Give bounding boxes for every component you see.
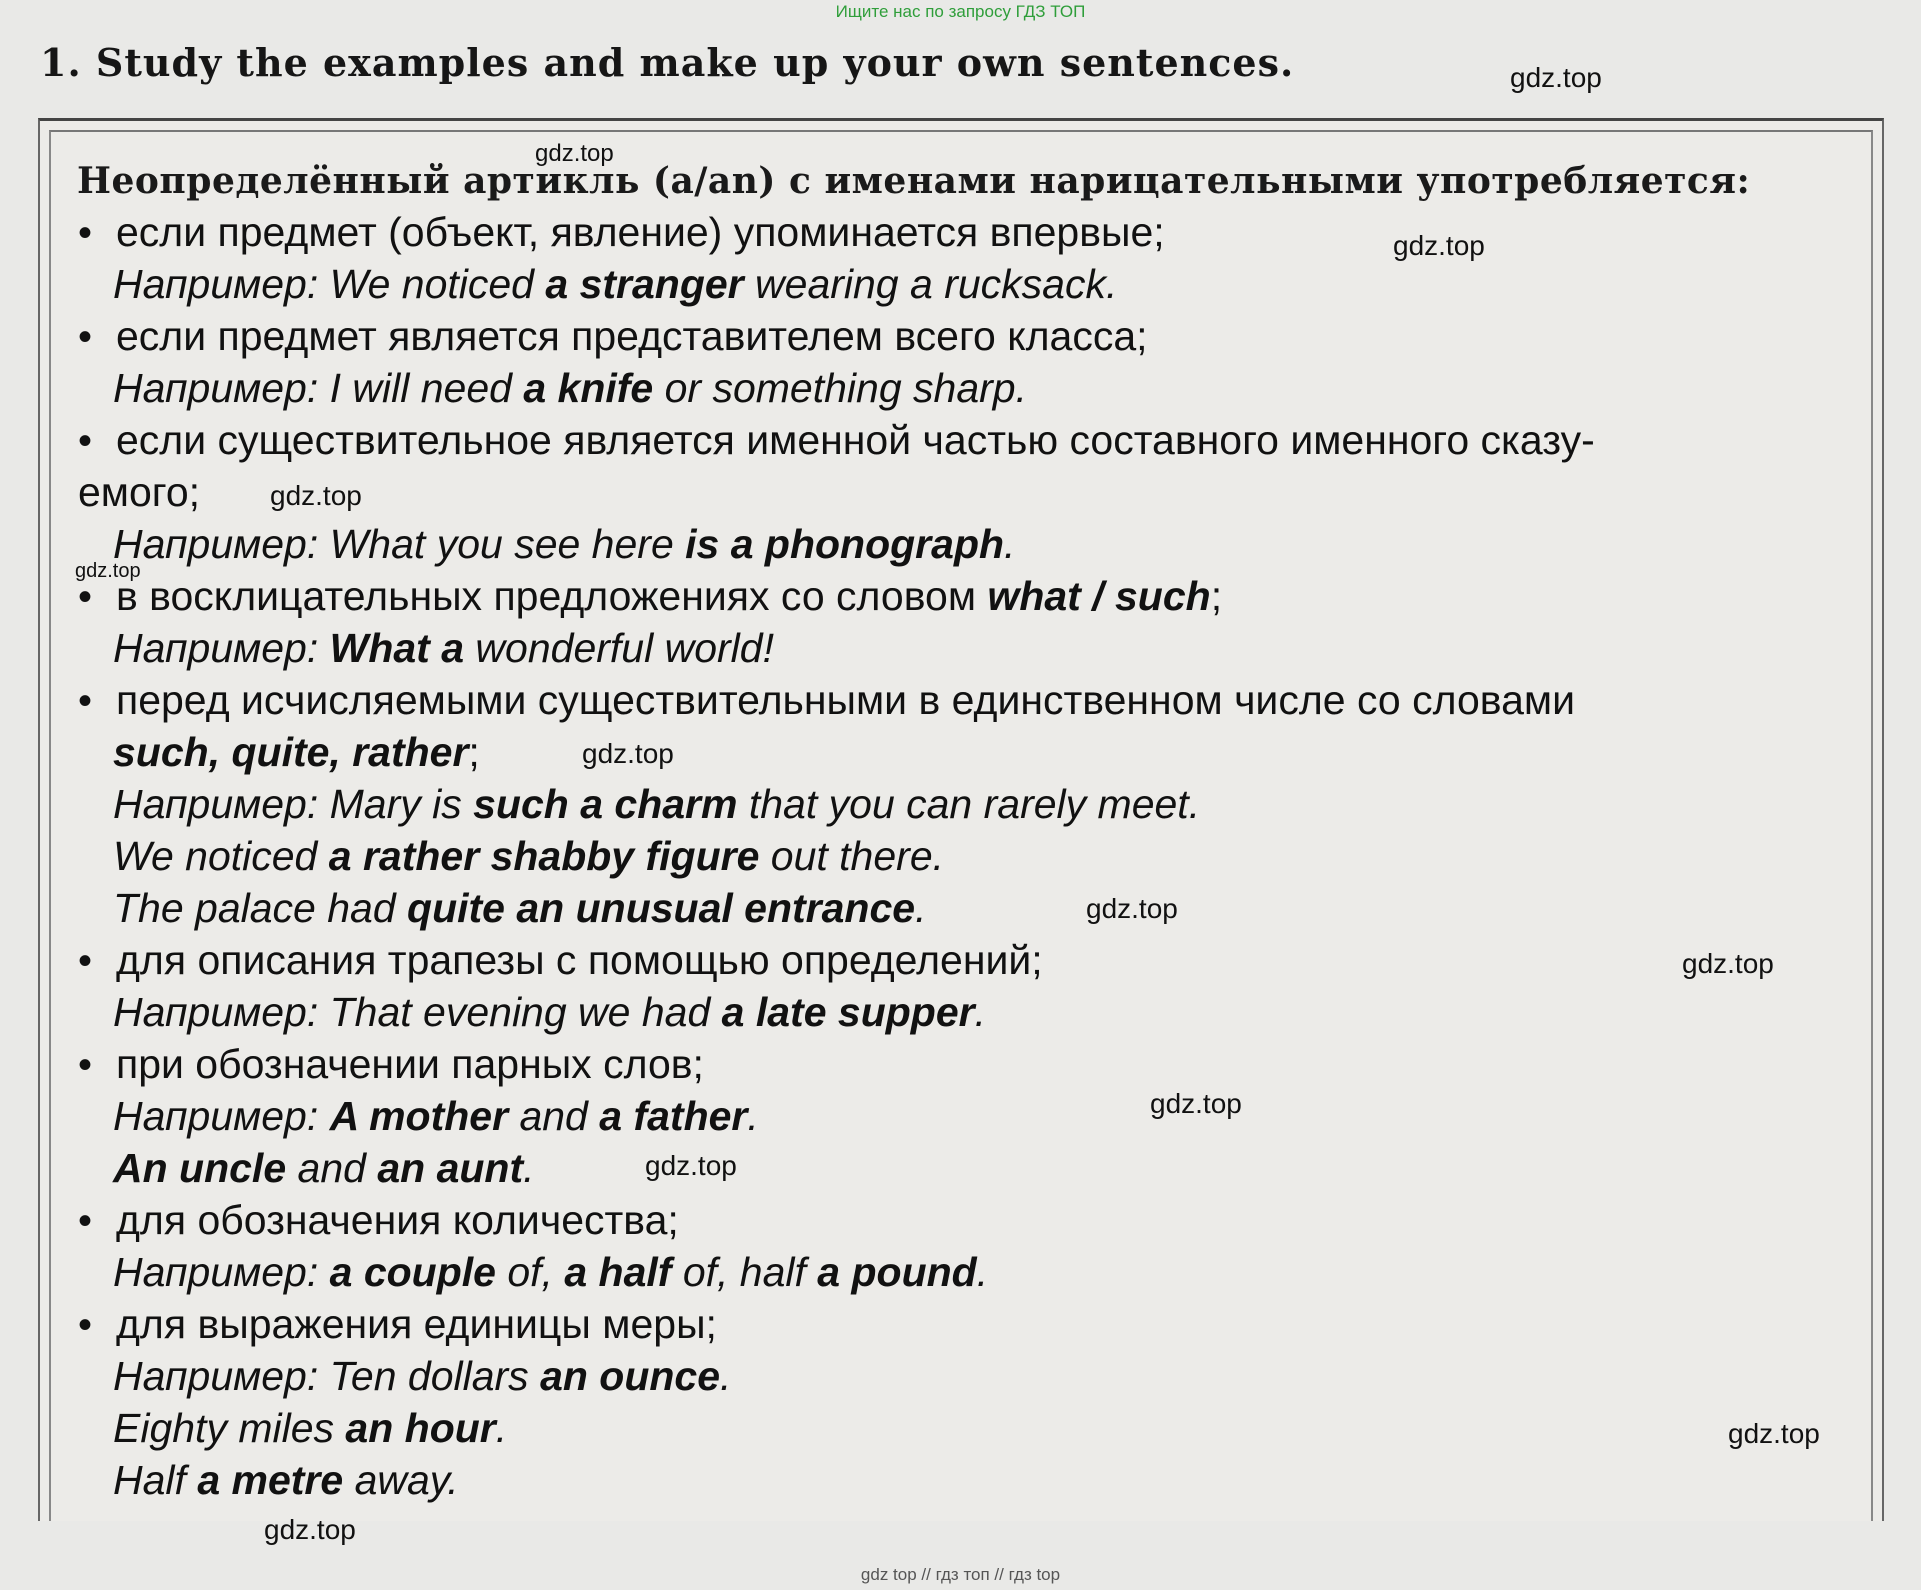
watermark: gdz.top [1393, 230, 1485, 261]
rule-text: для описания трапезы с помощью определений; [116, 937, 1043, 983]
example-text: Например: [113, 1093, 330, 1139]
rule-bullet-5 [78, 676, 1575, 725]
example-highlight: an aunt [377, 1145, 524, 1191]
example-text: of, [495, 1249, 565, 1295]
example-9a [113, 1352, 731, 1400]
example-text: . [523, 1145, 535, 1191]
example-text: Например: That evening we had [113, 989, 722, 1035]
watermark: gdz.top [1086, 893, 1178, 924]
example-8 [113, 1248, 988, 1296]
example-text: of, half [671, 1249, 818, 1295]
example-highlight: such a charm [473, 781, 738, 827]
example-text: Например: I will need [113, 365, 524, 411]
example-7b [113, 1144, 535, 1192]
rule-intro: Неопределённый артикль (a/an) с именами нарицательными употребляется: [77, 160, 1751, 202]
example-text: and [286, 1145, 378, 1191]
rule-bullet-2 [78, 312, 1148, 361]
example-highlight: a rather shabby figure [328, 833, 760, 879]
exercise-heading: 1. Study the examples and make up your own sentences. [40, 40, 1295, 85]
example-text: . [976, 1249, 989, 1295]
example-highlight: a stranger [545, 261, 744, 307]
watermark: gdz.top [264, 1514, 356, 1545]
example-9c [113, 1456, 459, 1504]
example-text: and [508, 1093, 600, 1139]
rule-continuation-5 [113, 728, 480, 776]
example-text: Например: Mary is [113, 781, 474, 827]
example-highlight: a half [564, 1249, 672, 1295]
example-text: Half [113, 1457, 198, 1503]
example-text: The palace had [113, 885, 408, 931]
rule-text: емого; [78, 469, 201, 515]
example-highlight: a late supper [721, 989, 975, 1035]
top-banner: Ищите нас по запросу ГДЗ ТОП [835, 2, 1086, 21]
example-text: Например: We noticed [113, 261, 546, 307]
rule-bullet-7 [78, 1040, 704, 1089]
rule-text: при обозначении парных слов; [116, 1041, 704, 1087]
example-highlight: A mother [329, 1093, 509, 1139]
rule-text: если существительное является именной частью составного именного сказу- [116, 417, 1595, 463]
rule-keyword: such, quite, rather [113, 729, 469, 775]
example-highlight: An uncle [113, 1145, 287, 1191]
rule-text: перед исчисляемыми существительными в единственном числе со словами [116, 677, 1576, 723]
example-highlight: is a phonograph [685, 521, 1005, 567]
example-text: . [1004, 521, 1016, 567]
example-highlight: an hour [345, 1405, 496, 1451]
rule-bullet-1 [78, 208, 1165, 257]
example-text: that you can rarely meet. [737, 781, 1201, 827]
rule-text: для обозначения количества; [116, 1197, 679, 1243]
bottom-banner: gdz top // гдз топ // гдз top [860, 1565, 1061, 1584]
watermark: gdz.top [645, 1150, 737, 1181]
rule-text: в восклицательных предложениях со словом [116, 573, 988, 619]
rule-bullet-4 [78, 572, 1222, 621]
example-highlight: a knife [523, 365, 654, 411]
rule-bullet-6 [78, 936, 1043, 985]
example-highlight: a pound [817, 1249, 977, 1295]
rule-continuation-3 [78, 468, 200, 516]
example-text: . [720, 1353, 732, 1399]
example-text: wearing a rucksack. [743, 261, 1118, 307]
example-7a [113, 1092, 759, 1140]
watermark: gdz.top [75, 560, 141, 582]
example-text: out there. [759, 833, 945, 879]
example-text: . [915, 885, 927, 931]
watermark: gdz.top [1150, 1088, 1242, 1119]
rule-bullet-9 [78, 1300, 717, 1349]
example-3 [113, 520, 1015, 568]
example-text: Например: Ten dollars [113, 1353, 541, 1399]
rule-text: ; [1210, 573, 1223, 619]
example-text: Например: [113, 1249, 330, 1295]
example-5a [113, 780, 1200, 828]
example-9b [113, 1404, 507, 1452]
watermark: gdz.top [1682, 948, 1774, 979]
example-5c [113, 884, 927, 932]
example-highlight: a metre [197, 1457, 344, 1503]
watermark: gdz.top [1728, 1418, 1820, 1449]
watermark: gdz.top [270, 480, 362, 511]
example-text: Например: What you see here [113, 521, 686, 567]
example-text: wonderful world! [464, 625, 774, 671]
example-text: . [495, 1405, 508, 1451]
rule-text: если предмет (объект, явление) упоминается впервые; [116, 209, 1165, 255]
example-2 [113, 364, 1027, 412]
example-text: . [747, 1093, 759, 1139]
example-6 [113, 988, 986, 1036]
rule-bullet-3 [78, 416, 1595, 465]
example-highlight: a father [599, 1093, 748, 1139]
example-text: We noticed [113, 833, 329, 879]
rule-bullet-8 [78, 1196, 679, 1245]
example-5b [113, 832, 944, 880]
example-text: or something sharp. [653, 365, 1027, 411]
example-highlight: What a [329, 625, 465, 671]
rule-text: для выражения единицы меры; [116, 1301, 717, 1347]
example-highlight: quite an unusual entrance [407, 885, 916, 931]
rule-text: если предмет является представителем всего класса; [116, 313, 1148, 359]
watermark: gdz.top [1510, 62, 1602, 93]
example-1 [113, 260, 1117, 308]
example-highlight: an ounce [540, 1353, 721, 1399]
example-text: Например: [113, 625, 330, 671]
example-text: away. [343, 1457, 459, 1503]
example-text: Eighty miles [113, 1405, 346, 1451]
rule-text: ; [468, 729, 480, 775]
example-text: . [974, 989, 986, 1035]
watermark: gdz.top [582, 738, 674, 769]
example-highlight: a couple [329, 1249, 496, 1295]
rule-keyword: what / such [987, 573, 1211, 619]
watermark: gdz.top [535, 140, 614, 167]
example-4 [113, 624, 774, 672]
